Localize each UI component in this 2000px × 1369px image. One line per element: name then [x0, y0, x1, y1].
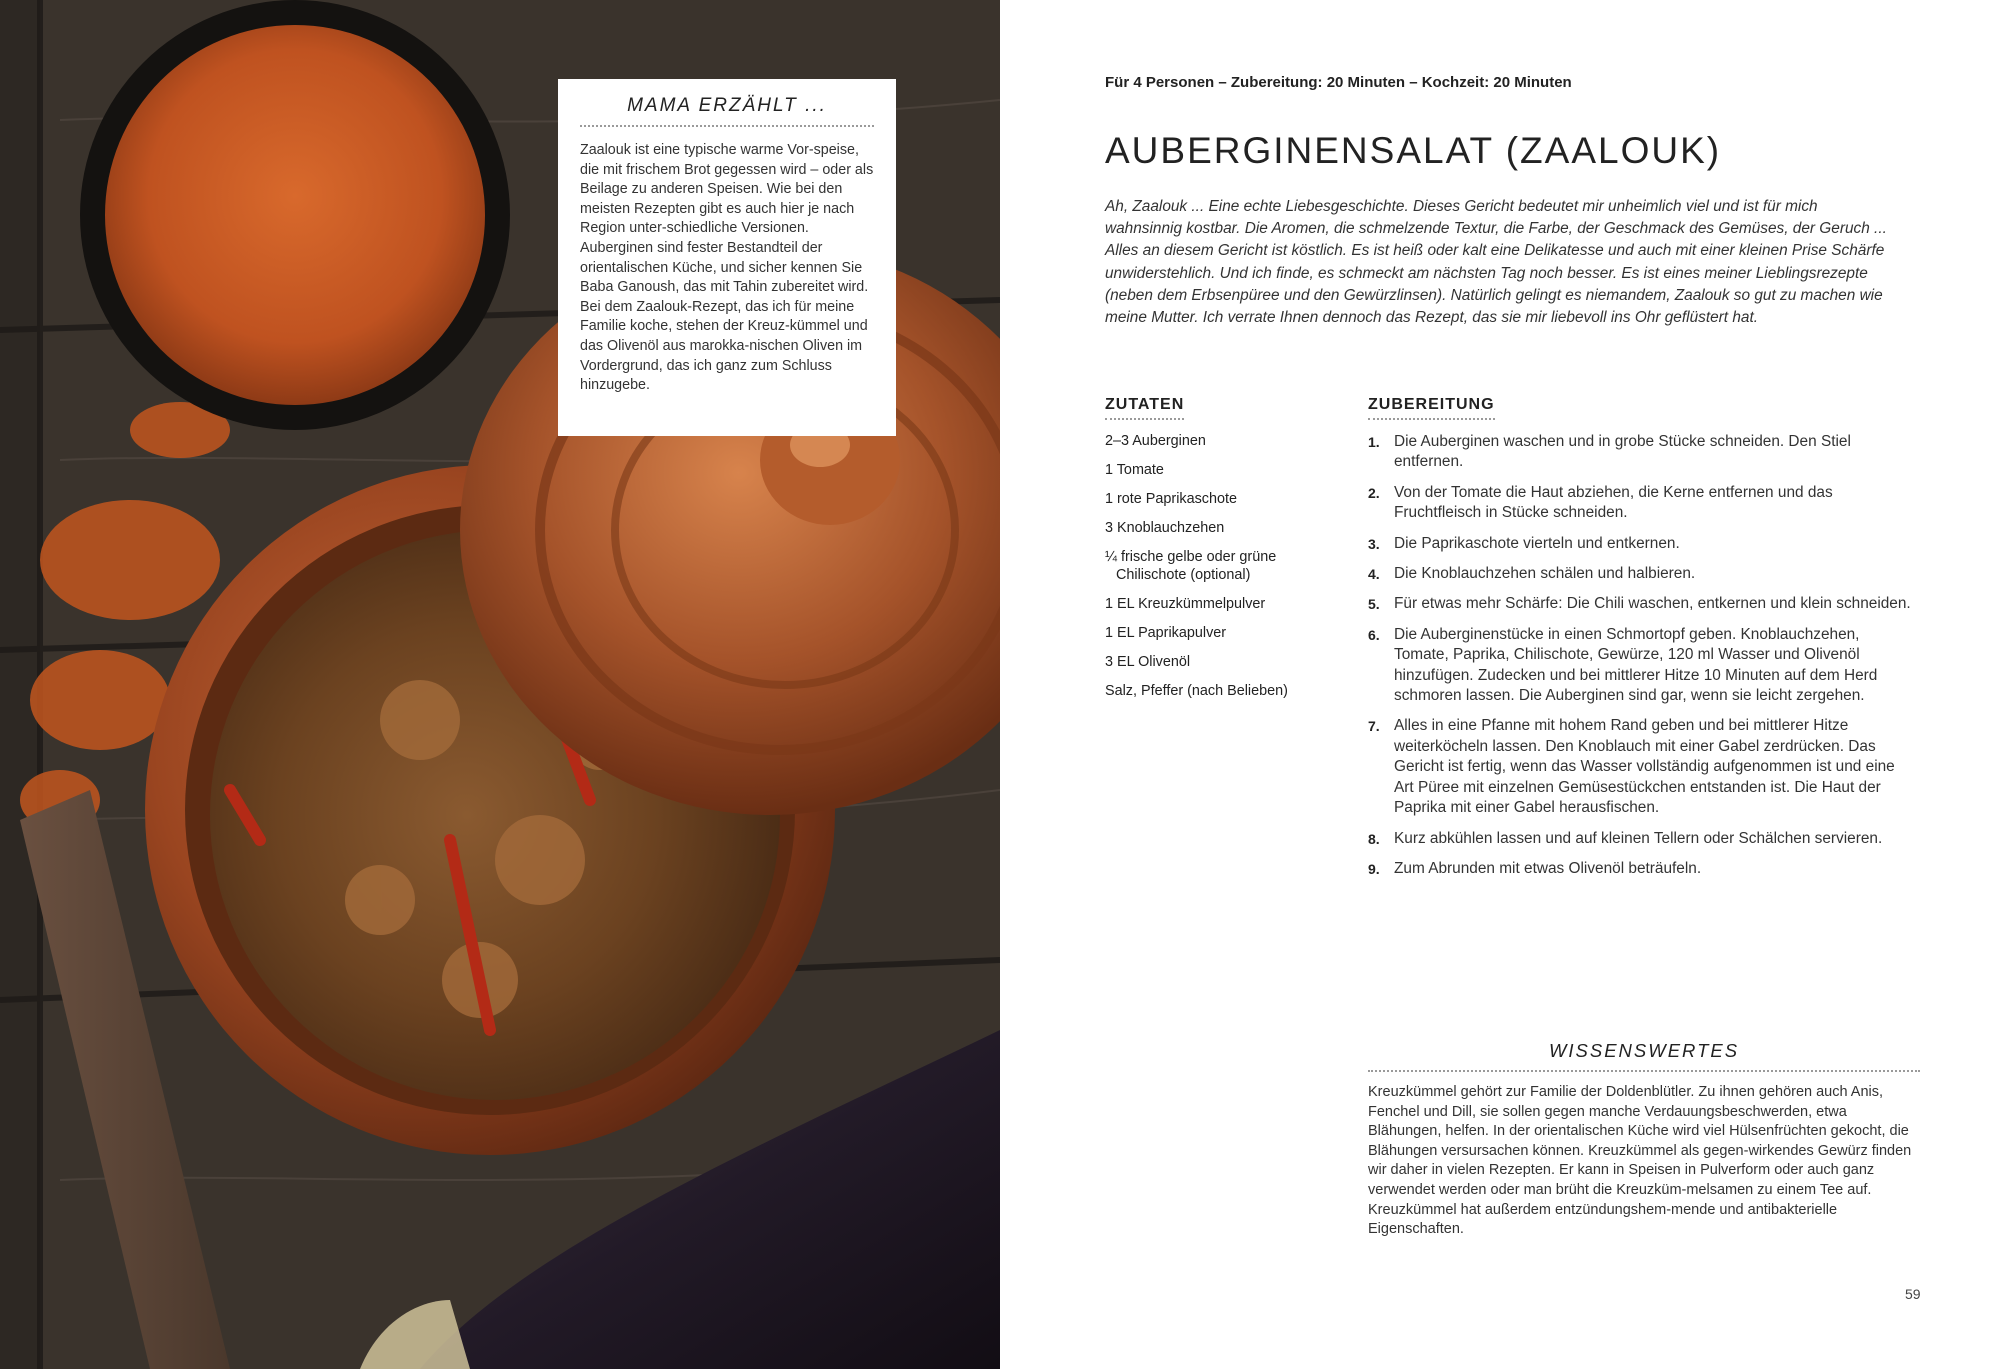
page-number: 59	[1905, 1286, 1921, 1302]
step-text: Die Paprikaschote vierteln und entkernen.	[1394, 534, 1680, 552]
ingredient-item: 1 Tomate	[1105, 462, 1164, 478]
step-number: 9.	[1368, 860, 1380, 877]
preparation-step	[1368, 534, 1913, 554]
step-number: 8.	[1368, 830, 1380, 847]
ingredient-item: ¼ frische gelbe oder grüne Chilischote (optional)	[1105, 549, 1277, 583]
step-text: Die Auberginen waschen und in grobe Stücke schneiden. Den Stiel entfernen.	[1394, 433, 1851, 471]
preparation-step	[1368, 829, 1913, 849]
mama-box-title: MAMA ERZÄHLT ...	[580, 95, 874, 127]
step-number: 2.	[1368, 484, 1380, 501]
ingredient-item: 1 rote Paprikaschote	[1105, 491, 1237, 507]
wissenswertes-text: Kreuzkümmel gehört zur Familie der Doldenblütler. Zu ihnen gehören auch Anis, Fenchel und Dill, sie sollen gegen manche Verdauungsbeschwerden, etwa Blähungen, helfen. In der orientalischen Küche wird viel Hülsenfrüchten gekocht, die Blähungen versursachen können. Kreuzkümmel als gegen-wirkendes Gewürz finden wir daher in vielen Rezepten. Er kann in Speisen in Pulverform oder auch ganz verwendet werden oder man brüht die Kreuzküm-melsamen zu einem Tee auf. Kreuzkümmel hat außerdem entzündungshem-mende und antibakterielle Eigenschaften.	[1368, 1084, 1912, 1238]
step-text: Die Auberginenstücke in einen Schmortopf geben. Knoblauchzehen, Tomate, Paprika, Chilischote, Gewürze, 120 ml Wasser und Olivenöl hinzufügen. Zudecken und bei mittlerer Hitze 10 Minuten auf dem Herd schmoren lassen. Die Auberginen sind gar, wenn sie leicht zergehen.	[1394, 625, 1878, 705]
ingredient-item: 3 EL Olivenöl	[1105, 654, 1191, 670]
recipe-intro: Ah, Zaalouk ... Eine echte Liebesgeschichte. Dieses Gericht bedeutet mir unheimlich viel und ist für mich wahnsinnig kostbar. Die Aromen, die schmelzende Textur, die Farbe, der Geschmack des Gemüses, der Geruch ... Alles an diesem Gericht ist köstlich. Es ist heiß oder kalt eine Delikatesse und auch mit einer kleinen Prise Schärfe unwiderstehlich. Und ich finde, es schmeckt am nächsten Tag noch besser. Es ist eines meiner Lieblingsrezepte (neben dem Erbsenpüree und den Gewürzlinsen). Natürlich gelingt es niemandem, Zaalouk so gut zu machen wie meine Mutter. Ich verrate Ihnen dennoch das Rezept, das sie mir liebevoll ins Ohr geflüstert hat.	[1105, 198, 1887, 327]
preparation-step	[1368, 859, 1913, 879]
step-text: Für etwas mehr Schärfe: Die Chili waschen, entkernen und klein schneiden.	[1394, 595, 1911, 613]
step-number: 6.	[1368, 626, 1380, 643]
recipe-title: AUBERGINENSALAT (ZAALOUK)	[1105, 130, 1722, 171]
step-text: Von der Tomate die Haut abziehen, die Kerne entfernen und das Fruchtfleisch in Stücke schneiden.	[1394, 483, 1833, 522]
mama-box-text: Zaalouk ist eine typische warme Vor-speise, die mit frischem Brot gegessen wird – oder als Beilage zu anderen Speisen. Wie bei den meisten Rezepten gibt es auch hier je nach Region unter-schiedliche Versionen. Auberginen sind fester Bestandteil der orientalischen Küche, und sicher kennen Sie Baba Ganoush, das mit Tahin zubereitet wird. Bei dem Zaalouk-Rezept, das ich für meine Familie koche, stehen der Kreuz-kümmel und das Olivenöl aus marokka-nischen Oliven im Vordergrund, das ich ganz zum Schluss hinzugebe.	[580, 142, 874, 394]
recipe-meta: Für 4 Personen – Zubereitung: 20 Minuten – Kochzeit: 20 Minuten	[1105, 74, 1572, 91]
step-number: 4.	[1368, 566, 1380, 583]
step-number: 3.	[1368, 535, 1380, 552]
ingredient-item: 3 Knoblauchzehen	[1105, 520, 1225, 536]
wissenswertes-title: WISSENSWERTES	[1368, 1040, 1920, 1072]
mama-erzaehlt-box	[558, 79, 896, 436]
preparation-steps	[1368, 432, 1913, 889]
step-text: Alles in eine Pfanne mit hohem Rand geben und bei mittlerer Hitze weiterköcheln lassen. Den Knoblauch mit einer Gabel zerdrücken. Das Gericht ist fertig, wenn das Wasser vollständig aufgenommen ist und eine Art Püree mit einzelnen Gemüsestückchen entstanden ist. Die Haut der Paprika mit einer Gabel herausfischen.	[1394, 717, 1895, 817]
preparation-step	[1368, 716, 1913, 818]
ingredient-item: Salz, Pfeffer (nach Belieben)	[1105, 683, 1288, 699]
preparation-heading: ZUBEREITUNG	[1368, 396, 1495, 420]
step-text: Kurz abkühlen lassen und auf kleinen Tellern oder Schälchen servieren.	[1394, 829, 1883, 847]
ingredient-item: 2–3 Auberginen	[1105, 433, 1206, 449]
preparation-step	[1368, 594, 1913, 614]
ingredients-list	[1105, 432, 1335, 711]
step-text: Die Knoblauchzehen schälen und halbieren.	[1394, 565, 1696, 583]
preparation-step	[1368, 564, 1913, 584]
ingredients-heading: ZUTATEN	[1105, 396, 1184, 420]
step-number: 5.	[1368, 596, 1380, 613]
step-text: Zum Abrunden mit etwas Olivenöl beträufeln.	[1394, 859, 1702, 877]
preparation-step	[1368, 483, 1913, 524]
step-number: 1.	[1368, 434, 1380, 450]
preparation-step	[1368, 432, 1913, 473]
step-number: 7.	[1368, 718, 1380, 735]
ingredient-item: 1 EL Kreuzkümmelpulver	[1105, 596, 1266, 612]
preparation-step	[1368, 625, 1913, 707]
ingredient-item: 1 EL Paprikapulver	[1105, 625, 1227, 641]
